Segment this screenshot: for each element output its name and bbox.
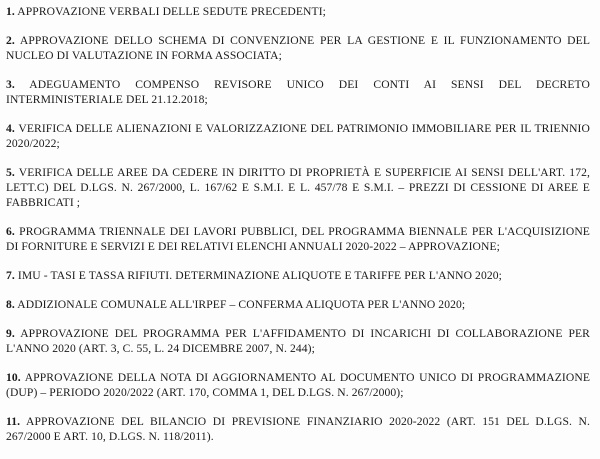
item-text: APPROVAZIONE DELLA NOTA DI AGGIORNAMENTO AL DOCUMENTO UNICO DI PROGRAMMAZIONE (DUP) – PERIODO 2020/2022 (ART. 170, COMMA 1, DEL D.LGS. N. 267/2000); xyxy=(6,371,590,399)
agenda-item-7 xyxy=(6,268,590,283)
item-number: 8. xyxy=(6,298,15,311)
item-number: 7. xyxy=(6,269,15,282)
agenda-item-3 xyxy=(6,77,590,107)
agenda-item-1 xyxy=(6,4,590,19)
item-text: VERIFICA DELLE ALIENAZIONI E VALORIZZAZIONE DEL PATRIMONIO IMMOBILIARE PER IL TRIENNIO 2020/2022; xyxy=(6,122,590,150)
item-text: APPROVAZIONE DELLO SCHEMA DI CONVENZIONE PER LA GESTIONE E IL FUNZIONAMENTO DEL NUCLEO DI VALUTAZIONE IN FORMA ASSOCIATA; xyxy=(6,34,591,62)
item-text: PROGRAMMA TRIENNALE DEI LAVORI PUBBLICI, DEL PROGRAMMA BIENNALE PER L'ACQUISIZIONE DI FORNITURE E SERVIZI E DEI RELATIVI ELENCHI ANNUALI 2020-2022 – APPROVAZIONE; xyxy=(6,225,590,253)
agenda-item-6 xyxy=(6,224,590,254)
item-text: APPROVAZIONE DEL BILANCIO DI PREVISIONE FINANZIARIO 2020-2022 (ART. 151 DEL D.LGS. N. 267/2000 E ART. 10, D.LGS. N. 118/2011). xyxy=(6,415,590,443)
agenda-item-10 xyxy=(6,370,590,400)
agenda-item-5 xyxy=(6,165,590,210)
agenda-item-11 xyxy=(6,414,590,444)
item-number: 11. xyxy=(6,415,21,428)
item-text: IMU - TASI E TASSA RIFIUTI. DETERMINAZIONE ALIQUOTE E TARIFFE PER L'ANNO 2020; xyxy=(17,269,502,282)
item-text: ADDIZIONALE COMUNALE ALL'IRPEF – CONFERMA ALIQUOTA PER L'ANNO 2020; xyxy=(17,298,466,311)
agenda-item-2 xyxy=(6,33,590,63)
item-text: ADEGUAMENTO COMPENSO REVISORE UNICO DEI CONTI AI SENSI DEL DECRETO INTERMINISTERIALE DEL 21.12.2018; xyxy=(6,78,590,106)
item-number: 6. xyxy=(6,225,15,238)
item-number: 9. xyxy=(6,327,15,340)
item-number: 4. xyxy=(6,122,15,135)
agenda-item-4 xyxy=(6,121,590,151)
item-text: APPROVAZIONE DEL PROGRAMMA PER L'AFFIDAMENTO DI INCARICHI DI COLLABORAZIONE PER L'ANNO 2020 (ART. 3, C. 55, L. 24 DICEMBRE 2007, N. 244); xyxy=(6,327,591,355)
agenda-item-9 xyxy=(6,326,590,356)
item-number: 2. xyxy=(6,34,15,47)
item-number: 10. xyxy=(6,371,21,384)
item-text: APPROVAZIONE VERBALI DELLE SEDUTE PRECEDENTI; xyxy=(17,5,326,18)
item-number: 3. xyxy=(6,78,15,91)
item-number: 5. xyxy=(6,166,15,179)
item-text: VERIFICA DELLE AREE DA CEDERE IN DIRITTO DI PROPRIETÀ E SUPERFICIE AI SENSI DELL'ART. 172, LETT.C) DEL D.LGS. N. 267/2000, L. 167/62 E S.M.I. E L. 457/78 E S.M.I. – PREZZI DI CESSIONE DI AREE E FABBRICATI ; xyxy=(6,166,590,209)
agenda-item-8 xyxy=(6,297,590,312)
item-number: 1. xyxy=(6,5,15,18)
